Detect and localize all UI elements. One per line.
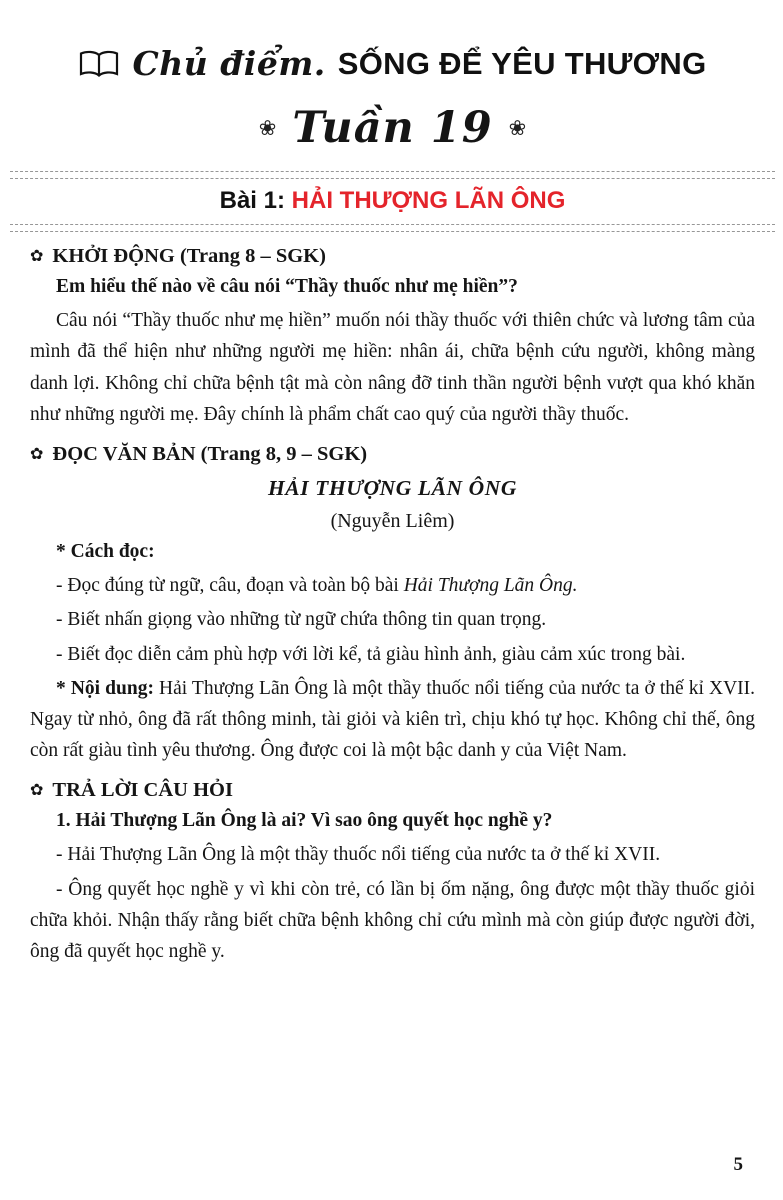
section-heading-text: ĐỌC VĂN BẢN (Trang 8, 9 – SGK) [52, 442, 368, 465]
page-number: 5 [733, 1154, 743, 1175]
flower-icon: ❀ [258, 115, 277, 140]
question-1: 1. Hải Thượng Lãn Ông là ai? Vì sao ông quyết học nghề y? [56, 810, 553, 832]
flower-icon: ❀ [508, 115, 527, 140]
open-book-icon [78, 49, 120, 79]
section-heading-khoi-dong [30, 245, 755, 268]
reading-title: HẢI THƯỢNG LÃN ÔNG [267, 475, 518, 500]
answer-1a: - Hải Thượng Lãn Ông là một thầy thuốc nổi tiếng của nước ta ở thế kỉ XVII. [56, 844, 661, 866]
reading-guide-item-1-text: - Đọc đúng từ ngữ, câu, đoạn và toàn bộ bài [56, 575, 399, 597]
noi-dung-label: * Nội dung: [56, 677, 154, 699]
dashed-divider-top [10, 171, 775, 179]
dashed-divider-bottom [10, 224, 775, 232]
topic-header [30, 44, 755, 83]
noi-dung-paragraph [30, 673, 755, 767]
flower-bullet-icon: ✿ [30, 445, 44, 463]
section-heading-tra-loi [30, 779, 755, 802]
reading-author: (Nguyễn Liêm) [330, 509, 455, 532]
khoi-dong-question: Em hiểu thế nào về câu nói “Thầy thuốc như mẹ hiền”? [56, 276, 518, 297]
lesson-title [10, 179, 775, 224]
lesson-number: Bài 1: [219, 187, 285, 214]
reading-guide-item-2: - Biết nhấn giọng vào những từ ngữ chứa thông tin quan trọng. [56, 609, 547, 631]
lesson-name: HẢI THƯỢNG LÃN ÔNG [291, 187, 566, 214]
section-doc-van-ban [30, 443, 755, 766]
section-khoi-dong [30, 245, 755, 430]
section-heading-text: TRẢ LỜI CÂU HỎI [52, 779, 233, 802]
flower-bullet-icon: ✿ [30, 248, 44, 265]
khoi-dong-answer: Câu nói “Thầy thuốc như mẹ hiền” muốn nói thầy thuốc với thiên chức và lương tâm của mình đã thể hiện như những người mẹ hiền: nhân ái, chữa bệnh cứu người, không màng danh lợi. Không chỉ chữa bệnh tật mà còn nâng đỡ tinh thần người bệnh vượt qua khó khăn như những người mẹ. Đây chính là phẩm chất cao quý của người thầy thuốc. [30, 310, 755, 425]
section-heading-text: KHỞI ĐỘNG (Trang 8 – SGK) [52, 245, 326, 267]
reading-guide-item-1 [30, 570, 755, 601]
week-label: Tuần 19 [292, 103, 493, 153]
section-heading-doc-van-ban [30, 443, 755, 466]
reading-guide-item-3: - Biết đọc diễn cảm phù hợp với lời kể, tả giàu hình ảnh, giàu cảm xúc trong bài. [56, 643, 686, 665]
section-tra-loi [30, 779, 755, 967]
reading-guide-item-1-title: Hải Thượng Lãn Ông. [403, 575, 578, 597]
topic-kicker: Chủ điểm. [132, 44, 326, 83]
week-heading [30, 103, 755, 153]
answer-1b: - Ông quyết học nghề y vì khi còn trẻ, có lần bị ốm nặng, ông được một thầy thuốc giỏi chữa khỏi. Nhận thấy rằng biết chữa bệnh không chỉ cứu mình mà còn giúp được người đời, ông đã quyết học nghề y. [30, 878, 755, 962]
topic-title: SỐNG ĐỂ YÊU THƯƠNG [337, 45, 707, 81]
lesson-title-block [10, 171, 775, 232]
flower-bullet-icon: ✿ [30, 782, 44, 800]
noi-dung-text: Hải Thượng Lãn Ông là một thầy thuốc nổi tiếng của nước ta ở thế kỉ XVII. Ngay từ nhỏ, ông đã rất thông minh, tài giỏi và kiên trì, chịu khó tự học. Không chỉ thế, ông còn rất giàu tình yêu thương. Ông được coi là một bậc danh y của Việt Nam. [30, 677, 756, 762]
cach-doc-label: * Cách đọc: [56, 540, 155, 562]
